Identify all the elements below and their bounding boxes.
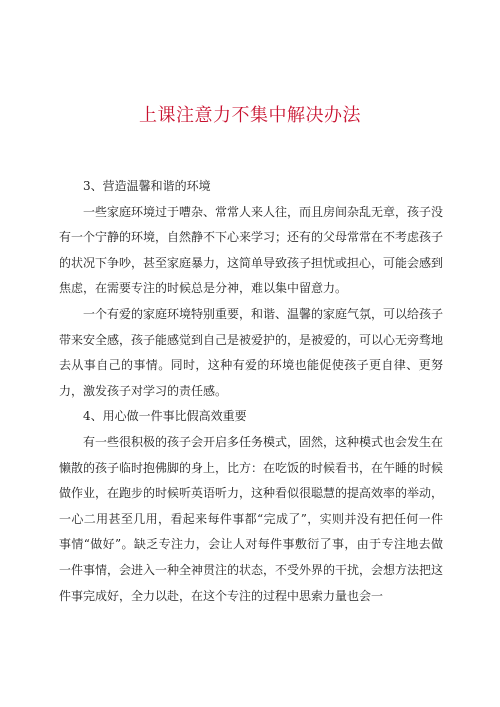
paragraph: 一些家庭环境过于嘈杂、常常人来人往，而且房间杂乱无章，孩子没有一个宁静的环境，自然静不下心来学习；还有的父母常常在不考虑孩子的状况下争吵，甚至家庭暴力，这简单导致孩子担忧或担心，可能会感到焦虑，在需要专注的时候总是分神，难以集中留意力。 <box>59 204 444 296</box>
document-body <box>59 174 443 609</box>
section-heading: 3、营造温馨和谐的环境 <box>83 179 211 193</box>
paragraph: 一个有爱的家庭环境特别重要，和谐、温馨的家庭气氛，可以给孩子带来安全感，孩子能感觉到自己是被爱护的，是被爱的，可以心无旁骛地去从事自己的事情。同时，这种有爱的环境也能促使孩子更自律、更努力，激发孩子对学习的责任感。 <box>59 306 444 398</box>
section-heading: 4、用心做一件事比假高效重要 <box>83 409 247 424</box>
paragraph: 有一些很积极的孩子会开启多任务模式，固然，这种模式也会发生在懒散的孩子临时抱佛脚的身上，比方：在吃饭的时候看书，在午睡的时候做作业，在跑步的时候听英语听力，这种看似很聪慧的提高效率的举动，一心二用甚至几用，看起来每件事都“完成了”，实则并没有把任何一件事情“做好”。缺乏专注力，会让人对每件事敷衍了事，由于专注地去做一件事情，会进入一种全神贯注的状态，不受外界的干扰，会想方法把这件事完成好，全力以赴，在这个专注的过程中思索力量也会一 <box>59 434 444 603</box>
document-title: 上课注意力不集中解决办法 <box>139 105 361 126</box>
